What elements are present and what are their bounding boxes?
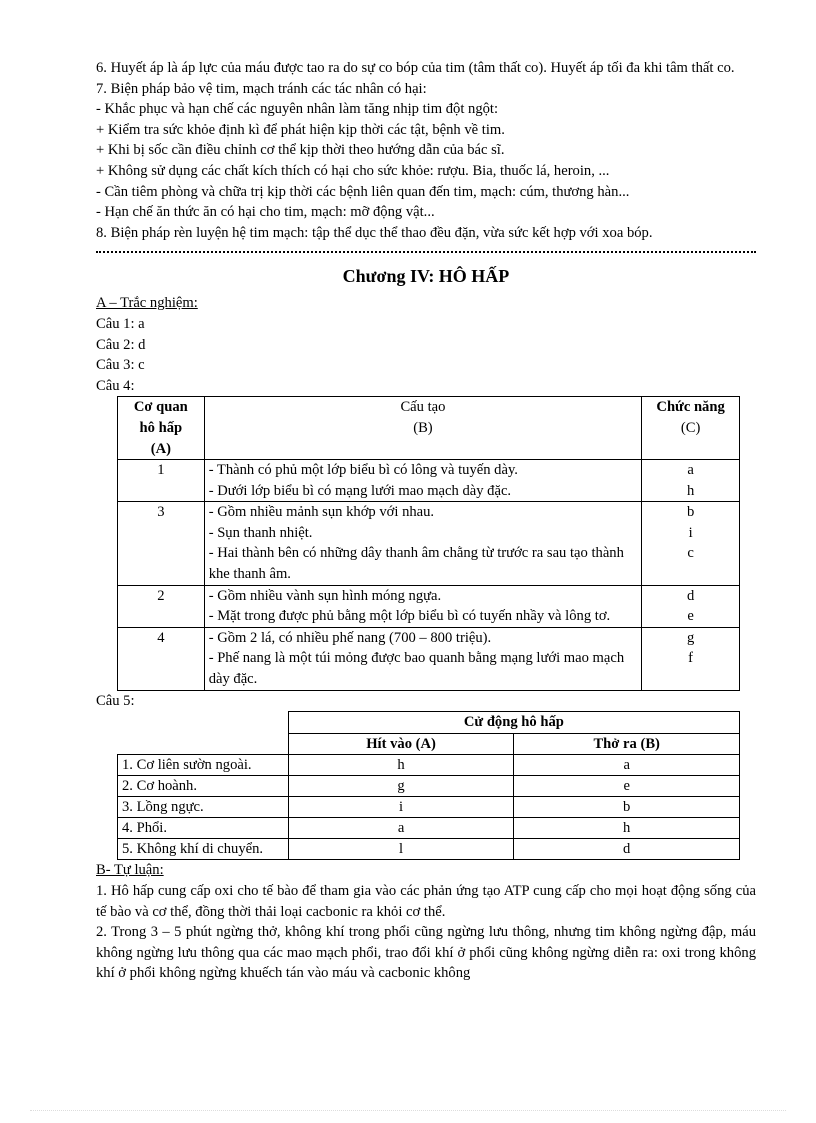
function-letter: g bbox=[686, 629, 695, 646]
question-1: Câu 1: a bbox=[96, 315, 145, 332]
structure-line: - Hai thành bên có những dây thanh âm chằng từ trước ra sau tạo thành khe thanh âm. bbox=[208, 545, 624, 583]
paragraph-7e: - Cần tiêm phòng và chữa trị kịp thời các bệnh liên quan đến tim, mạch: cúm, thương hàn... bbox=[96, 183, 630, 200]
inhale-cell: l bbox=[288, 839, 514, 860]
header-c-line: Chức năng bbox=[656, 399, 725, 416]
inhale-cell: g bbox=[288, 776, 514, 797]
paragraph-7b: + Kiểm tra sức khỏe định kì để phát hiện kịp thời các tật, bệnh về tim. bbox=[96, 121, 505, 138]
question-5: Câu 5: bbox=[96, 692, 135, 709]
structure-cell bbox=[204, 627, 642, 690]
header-a-line: (A) bbox=[150, 440, 171, 457]
structure-line: - Gồm nhiều mảnh sụn khớp với nhau. bbox=[208, 504, 435, 521]
function-cell bbox=[642, 502, 740, 585]
function-cell bbox=[642, 627, 740, 690]
exhale-cell: h bbox=[514, 818, 740, 839]
function-letter: c bbox=[687, 545, 694, 562]
question-4: Câu 4: bbox=[96, 377, 135, 394]
header-organ bbox=[118, 397, 205, 460]
table-question-5 bbox=[117, 711, 740, 860]
structure-line: - Dưới lớp biểu bì có mạng lưới mao mạch dày đặc. bbox=[208, 482, 512, 499]
row-label: 2. Cơ hoành. bbox=[118, 776, 289, 797]
paragraph-7a: - Khắc phục và hạn chế các nguyên nhân làm tăng nhịp tim đột ngột: bbox=[96, 101, 499, 118]
structure-cell bbox=[204, 585, 642, 627]
table-row bbox=[118, 776, 740, 797]
function-cell bbox=[642, 460, 740, 502]
table-group-header-row bbox=[118, 712, 740, 734]
inhale-cell: a bbox=[288, 818, 514, 839]
paragraph-7d: + Không sử dụng các chất kích thích có hại cho sức khỏe: rượu. Bia, thuốc lá, heroin, ... bbox=[96, 162, 610, 179]
function-cell bbox=[642, 585, 740, 627]
inhale-cell: i bbox=[288, 797, 514, 818]
structure-line: - Mặt trong được phủ bằng một lớp biểu bì có tuyến nhầy và lông tơ. bbox=[208, 608, 611, 625]
organ-cell: 4 bbox=[118, 627, 205, 690]
exhale-cell: e bbox=[514, 776, 740, 797]
document-page bbox=[96, 58, 756, 984]
structure-line: - Gồm 2 lá, có nhiều phế nang (700 – 800 triệu). bbox=[208, 629, 492, 646]
structure-line: - Gồm nhiều vành sụn hình móng ngựa. bbox=[208, 587, 442, 604]
header-a-line: Cơ quan bbox=[133, 399, 188, 416]
organ-cell: 3 bbox=[118, 502, 205, 585]
table-row bbox=[118, 460, 740, 502]
exhale-cell: a bbox=[514, 755, 740, 776]
header-function bbox=[642, 397, 740, 460]
exhale-cell: b bbox=[514, 797, 740, 818]
structure-cell bbox=[204, 502, 642, 585]
section-a-title: A – Trắc nghiệm: bbox=[96, 295, 198, 312]
function-letter: i bbox=[688, 524, 693, 541]
function-letter: f bbox=[688, 650, 694, 667]
table-header-row bbox=[118, 397, 740, 460]
section-b-title: B- Tự luận: bbox=[96, 862, 164, 879]
row-label: 4. Phổi. bbox=[118, 818, 289, 839]
inhale-cell: h bbox=[288, 755, 514, 776]
function-letter: h bbox=[686, 482, 695, 499]
table-row bbox=[118, 585, 740, 627]
table-row bbox=[118, 818, 740, 839]
header-a-line: hô hấp bbox=[139, 419, 183, 436]
table-row bbox=[118, 839, 740, 860]
essay-answer-2: 2. Trong 3 – 5 phút ngừng thở, không khí trong phổi cũng ngừng lưu thông, nhưng tim không ngừng đập, máu không ngừng lưu thông qua các mao mạch phổi, trao đổi khí ở phổi cũng không ngừng diễn ra: oxi trong không khí ở phổi không ngừng khuếch tán vào máu và cacbonic không bbox=[96, 924, 756, 982]
structure-line: - Thành có phủ một lớp biểu bì có lông và tuyến dày. bbox=[208, 462, 518, 479]
page-footer-line bbox=[30, 1110, 786, 1111]
paragraph-7c: + Khi bị sốc cần điều chỉnh cơ thể kịp thời theo hướng dẫn của bác sĩ. bbox=[96, 142, 505, 159]
row-label: 3. Lồng ngực. bbox=[118, 797, 289, 818]
question-3: Câu 3: c bbox=[96, 357, 145, 374]
structure-line: - Phế nang là một túi mỏng được bao quanh bằng mạng lưới mao mạch dày đặc. bbox=[208, 650, 625, 688]
paragraph-6: 6. Huyết áp là áp lực của máu được tao ra do sự co bóp của tim (tâm thất co). Huyết áp tối đa khi tâm thất co. bbox=[96, 60, 735, 76]
table-row bbox=[118, 502, 740, 585]
table-row bbox=[118, 627, 740, 690]
table-header-row bbox=[118, 733, 740, 755]
organ-cell: 1 bbox=[118, 460, 205, 502]
paragraph-7: 7. Biện pháp bảo vệ tim, mạch tránh các tác nhân có hại: bbox=[96, 80, 427, 97]
table-question-4 bbox=[117, 396, 740, 690]
header-b-line: (B) bbox=[413, 419, 433, 436]
function-letter: d bbox=[686, 587, 695, 604]
group-header: Cử động hô hấp bbox=[288, 712, 739, 734]
header-inhale: Hít vào (A) bbox=[288, 733, 514, 755]
dotted-divider bbox=[96, 251, 756, 253]
function-letter: a bbox=[687, 462, 694, 479]
header-exhale: Thở ra (B) bbox=[514, 733, 740, 755]
header-structure bbox=[204, 397, 642, 460]
row-label: 1. Cơ liên sườn ngoài. bbox=[118, 755, 289, 776]
empty-corner bbox=[118, 733, 289, 755]
function-letter: e bbox=[687, 608, 694, 625]
paragraph-7f: - Hạn chế ăn thức ăn có hại cho tim, mạch: mỡ động vật... bbox=[96, 204, 435, 221]
function-letter: b bbox=[686, 504, 695, 521]
header-c-line: (C) bbox=[680, 419, 701, 436]
exhale-cell: d bbox=[514, 839, 740, 860]
paragraph-8: 8. Biện pháp rèn luyện hệ tim mạch: tập thể dục thể thao đều đặn, vừa sức kết hợp với xoa bóp. bbox=[96, 224, 653, 241]
structure-cell bbox=[204, 460, 642, 502]
structure-line: - Sụn thanh nhiệt. bbox=[208, 524, 313, 541]
question-2: Câu 2: d bbox=[96, 336, 146, 353]
empty-corner bbox=[118, 712, 289, 734]
header-b-line: Cấu tạo bbox=[400, 399, 446, 416]
table-row bbox=[118, 797, 740, 818]
chapter-title: Chương IV: HÔ HẤP bbox=[342, 266, 510, 287]
row-label: 5. Không khí di chuyển. bbox=[118, 839, 289, 860]
table-row bbox=[118, 755, 740, 776]
essay-answer-1: 1. Hô hấp cung cấp oxi cho tế bào để tham gia vào các phản ứng tạo ATP cung cấp cho mọi hoạt động sống của tế bào và cơ thể, đồng thời thải loại cacbonic ra khỏi cơ thể. bbox=[96, 883, 756, 920]
organ-cell: 2 bbox=[118, 585, 205, 627]
